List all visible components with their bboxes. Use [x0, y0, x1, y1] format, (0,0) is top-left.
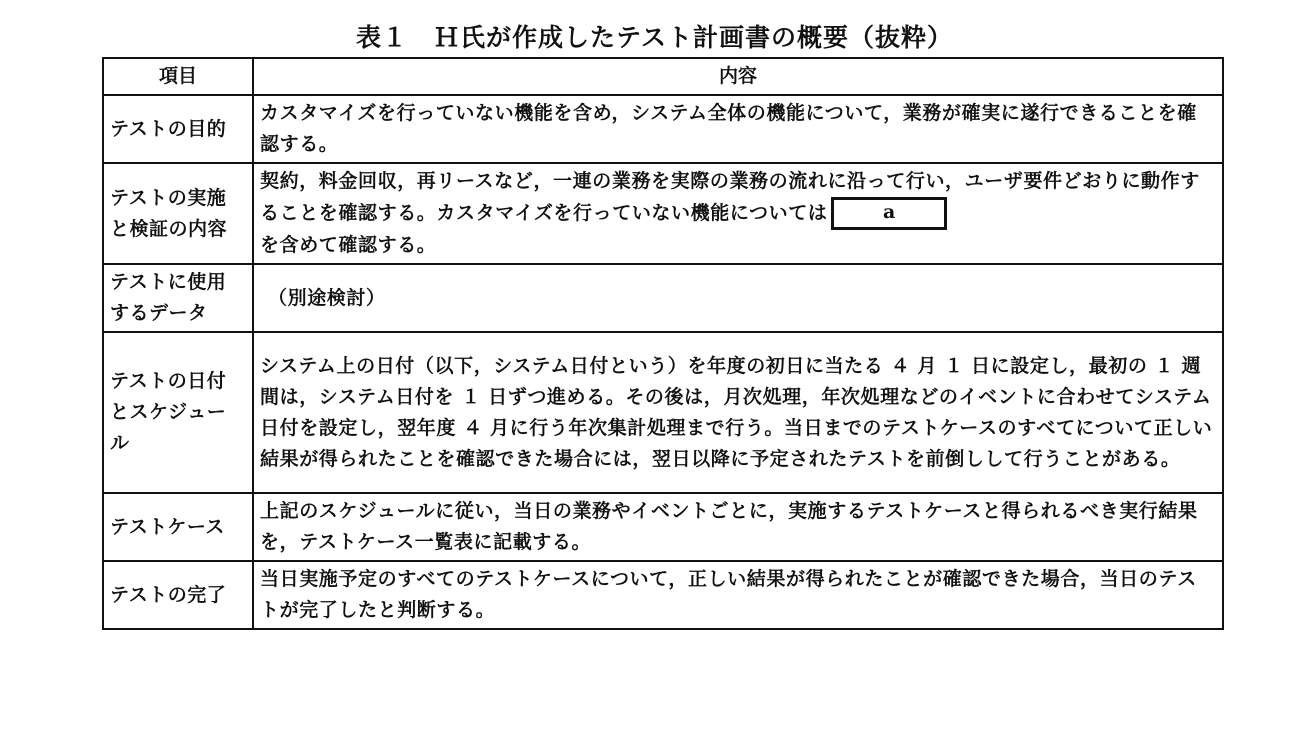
item-text: テストケース [110, 515, 225, 538]
table-header-row [103, 58, 1223, 95]
row-content-schedule: システム上の日付（以下，システム日付という）を年度の初日に当たる ４ 月 １ 日に設定し，最初の １ 週間は，システム日付を １ 日ずつ進める。その後は，月次処理，年次処理などのイベントに合わせてシステム日付を設定し，翌年度 ４ 月に行う年次集計処理まで行う。当日までのテストケースのすべてについて正しい結果が得られたことを確認できた場合には，翌日以降に予定されたテストを前倒しして行うことがある。 [253, 332, 1223, 493]
row-content-implementation [253, 163, 1223, 264]
table-row [103, 163, 1223, 264]
table-row [103, 95, 1223, 163]
row-content-testcase: 上記のスケジュールに従い，当日の業務やイベントごとに，実施するテストケースと得られるべき実行結果を，テストケース一覧表に記載する。 [253, 493, 1223, 561]
row-item-schedule [103, 332, 253, 493]
row-content-completion: 当日実施予定のすべてのテストケースについて，正しい結果が得られたことが確認できた場合，当日のテストが完了したと判断する。 [253, 561, 1223, 629]
row-item-implementation [103, 163, 253, 264]
table-row [103, 264, 1223, 332]
row-content-data: （別途検討） [253, 264, 1223, 332]
content-text: 契約，料金回収，再リースなど，一連の業務を実際の業務の流れに沿って行い，ユーザ要件どおりに動作することを確認する。カスタマイズを行っていない機能については [260, 170, 1200, 224]
item-text: テストの完了 [110, 583, 227, 606]
test-plan-table [102, 57, 1224, 630]
item-text: するデータ [110, 302, 208, 324]
table-row [103, 561, 1223, 629]
item-text: テストに使用 [110, 271, 227, 293]
item-text: テストの実施 [110, 186, 227, 209]
table-row [103, 332, 1223, 493]
item-text: とスケジュー [110, 401, 227, 423]
item-text: ル [110, 432, 130, 454]
header-item: 項目 [103, 58, 253, 95]
row-content-purpose: カスタマイズを行っていない機能を含め，システム全体の機能について，業務が確実に遂行できることを確認する。 [253, 95, 1223, 163]
header-content: 内容 [253, 58, 1223, 95]
row-item-completion [103, 561, 253, 629]
row-item-testcase [103, 493, 253, 561]
item-text: テストの目的 [110, 117, 227, 140]
item-text: と検証の内容 [110, 217, 228, 240]
row-item-purpose [103, 95, 253, 163]
table-title: 表１ Ｈ氏が作成したテスト計画書の概要（抜粋） [355, 23, 953, 52]
item-text: テストの日付 [110, 370, 227, 392]
content-text: を含めて確認する。 [260, 234, 437, 256]
row-item-data [103, 264, 253, 332]
table-row [103, 493, 1223, 561]
blank-a-box: a [831, 197, 947, 230]
